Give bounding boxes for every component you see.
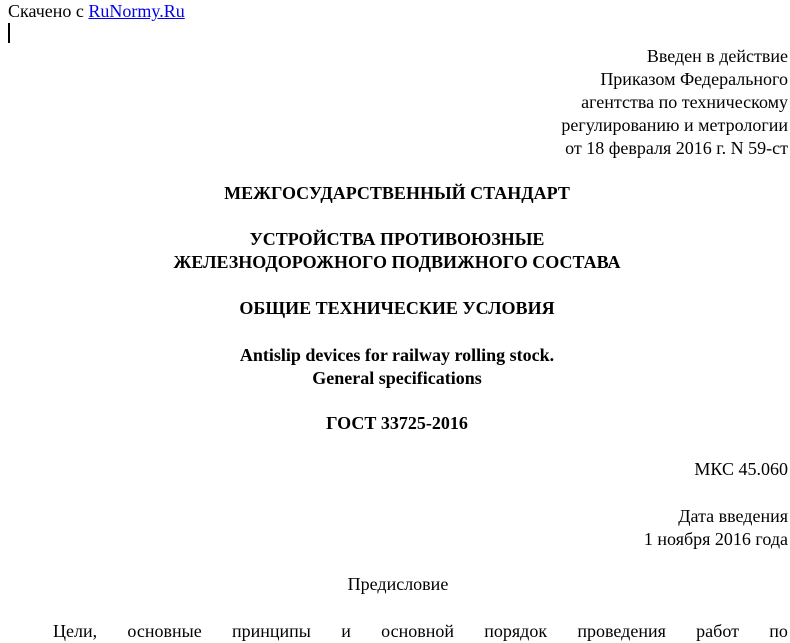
download-source-line [8,0,185,23]
body-word: принципы [232,621,311,641]
approval-line: регулированию и метрологии [561,115,788,135]
text-cursor [8,23,10,43]
introduction-date-value: 1 ноября 2016 года [643,529,788,549]
standard-number [2,412,790,435]
english-title-line: Antislip devices for railway rolling stock. [239,345,555,365]
standard-subtitle [2,297,790,320]
body-word: порядок [484,621,548,641]
introduction-date-block [644,505,788,551]
standard-subtitle-text: ОБЩИЕ ТЕХНИЧЕСКИЕ УСЛОВИЯ [239,298,555,318]
approval-line: агентства по техническому [581,92,788,112]
body-word: основные [127,621,202,641]
english-title-line: General specifications [312,368,482,388]
body-word: и [341,621,351,641]
approval-line: Приказом Федерального [600,69,788,89]
introduction-date-label: Дата введения [678,506,788,526]
preface-first-line [53,620,788,643]
approval-line: Введен в действие [646,46,788,66]
preface-heading: Предисловие [347,574,449,594]
body-word: Цели, [53,621,98,641]
standard-title-line: УСТРОЙСТВА ПРОТИВОЮЗНЫЕ [249,229,545,249]
standard-kind-text: МЕЖГОСУДАРСТВЕННЫЙ СТАНДАРТ [224,183,570,203]
standard-title-line: ЖЕЛЕЗНОДОРОЖНОГО ПОДВИЖНОГО СОСТАВА [173,252,621,272]
mks-code: МКС 45.060 [694,459,788,479]
standard-english-title [2,344,790,390]
body-word: основной [381,621,454,641]
standard-title [2,228,790,274]
body-word: работ [696,621,739,641]
runormy-link[interactable]: RuNormy.Ru [88,1,185,21]
standard-kind [2,182,790,205]
standard-number-text: ГОСТ 33725-2016 [326,413,468,433]
download-source-prefix: Скачено с [8,1,84,21]
body-word: по [769,621,788,641]
approval-line: от 18 февраля 2016 г. N 59-ст [565,138,788,158]
body-word: проведения [577,621,666,641]
approval-block [388,45,788,160]
